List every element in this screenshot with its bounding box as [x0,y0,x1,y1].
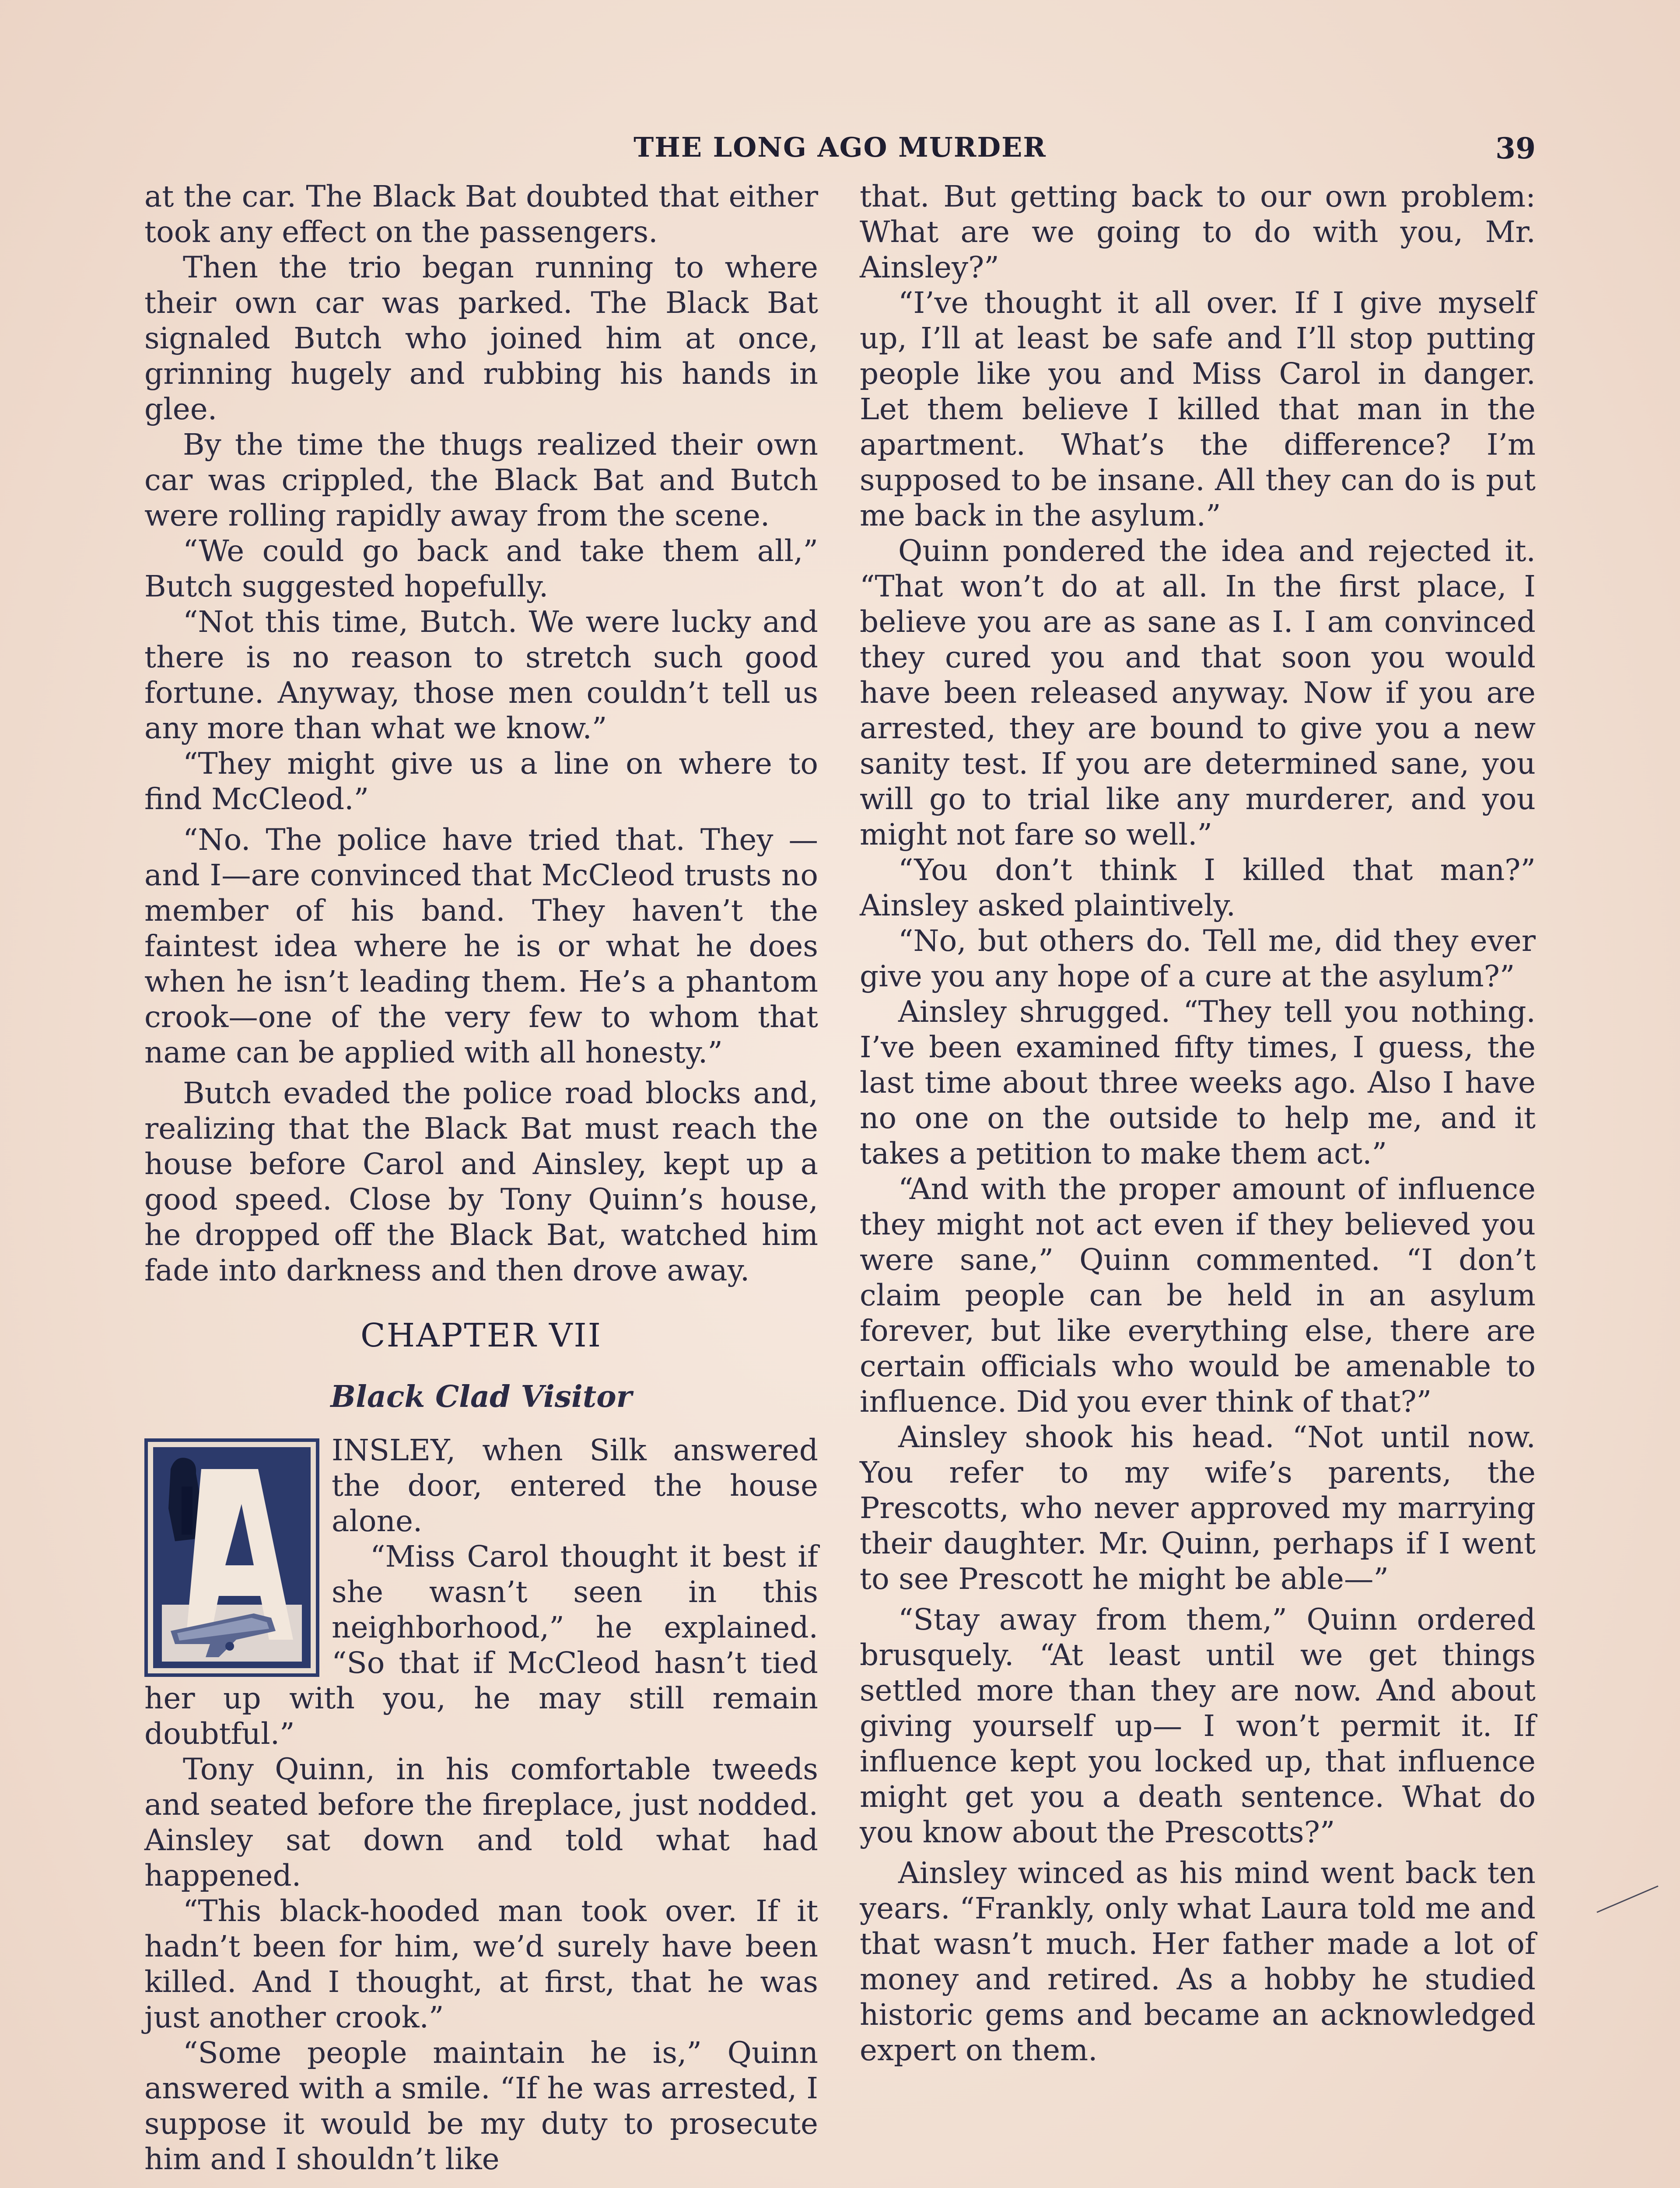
paragraph: “Some people maintain he is,” Quinn answered with a smile. “If he was arrested, I suppose it would be my duty to prosecute him and I shouldn’t like [144,2035,818,2176]
paragraph: that. But getting back to our own problem: What are we going to do with you, Mr. Ainsley?” [860,179,1536,284]
running-head [144,131,1536,179]
paragraph: “Not this time, Butch. We were lucky and there is no reason to stretch such good fortune. Anyway, those men couldn’t tell us any more than what we know.” [144,604,818,745]
chapter-subtitle: Black Clad Visitor [330,1379,632,1414]
paragraph: “No, but others do. Tell me, did they ever give you any hope of a cure at the asylum?” [860,923,1536,993]
paragraph: at the car. The Black Bat doubted that either took any effect on the passengers. [144,179,818,249]
paragraph: Ainsley shook his head. “Not until now. You refer to my wife’s parents, the Prescotts, who never approved my marrying their daughter. Mr. Quinn, perhaps if I went to see Prescott he might be able—” [860,1420,1536,1596]
paragraph: Quinn pondered the idea and rejected it. “That won’t do at all. In the first place, I believe you are as sane as I. I am convinced they cured you and that soon you would have been released anyway. Now if you are arrested, they are bound to give you a new sanity test. If you are determined sane, you will go to trial like any murderer, and you might not fare so well.” [860,533,1536,852]
chapter-opening: INSLEY, when Silk answered the door, entered the house alone. [332,1433,818,1538]
paragraph: “They might give us a line on where to find McCleod.” [144,746,818,816]
paragraph: “Stay away from them,” Quinn ordered brusquely. “At least until we get things settled more than they are now. And about giving yourself up— I won’t permit it. If influence kept you locked up, that influence might get you a death sentence. What do you know about the Prescotts?” [860,1602,1536,1849]
chapter-heading: CHAPTER VII [360,1317,602,1354]
drop-cap-illustration-icon [144,1438,319,1677]
paragraph: “And with the proper amount of influence they might not act even if they believed you were sane,” Quinn commented. “I don’t claim people can be held in an asylum forever, but like everything else, there are certain officials who would be amenable to influence. Did you ever think of that?” [860,1171,1536,1419]
paragraph: “You don’t think I killed that man?” Ainsley asked plaintively. [860,852,1536,922]
paragraph: “Miss Carol thought it best if she wasn’t seen in this neighborhood,” he explained. “So that if McCleod hasn’t tied her up with you, he may still remain doubtful.” [144,1539,818,1751]
paragraph: Then the trio began running to where their own car was parked. The Black Bat signaled Butch who joined him at once, grinning hugely and rubbing his hands in glee. [144,250,818,426]
right-column [860,179,1536,2068]
paragraph: “This black-hooded man took over. If it hadn’t been for him, we’d surely have been killed. And I thought, at first, that he was just another crook.” [144,1893,818,2034]
paragraph: Butch evaded the police road blocks and, realizing that the Black Bat must reach the house before Carol and Ainsley, kept up a good speed. Close by Tony Quinn’s house, he dropped off the Black Bat, watched him fade into darkness and then drove away. [144,1076,818,1287]
paragraph: By the time the thugs realized their own car was crippled, the Black Bat and Butch were rolling rapidly away from the scene. [144,427,818,533]
paragraph: Ainsley shrugged. “They tell you nothing. I’ve been examined fifty times, I guess, the last time about three weeks ago. Also I have no one on the outside to help me, and it takes a petition to make them act.” [860,994,1536,1171]
paragraph: “We could go back and take them all,” Butch suggested hopefully. [144,533,818,603]
paragraph: “I’ve thought it all over. If I give myself up, I’ll at least be safe and I’ll stop putting people like you and Miss Carol in danger. Let them believe I killed that man in the apartment. What’s the difference? I’m supposed to be insane. All they can do is put me back in the asylum.” [860,285,1536,533]
paragraph: Tony Quinn, in his comfortable tweeds and seated before the fireplace, just nodded. Ainsley sat down and told what had happened. [144,1752,818,1893]
pencil-mark-icon [1592,1882,1662,1917]
running-title: THE LONG AGO MURDER [634,131,1046,163]
page-number: 39 [1495,131,1536,165]
paragraph: Ainsley winced as his mind went back ten years. “Frankly, only what Laura told me and that wasn’t much. Her father made a lot of money and retired. As a hobby he studied historic gems and became an acknowledged expert on them. [860,1855,1536,2067]
paragraph: “No. The police have tried that. They —and I—are convinced that McCleod trusts no member of his band. They haven’t the faintest idea where he is or what he does when he isn’t leading them. He’s a phantom crook—one of the very few to whom that name can be applied with all honesty.” [144,822,818,1069]
left-column [144,179,818,2177]
